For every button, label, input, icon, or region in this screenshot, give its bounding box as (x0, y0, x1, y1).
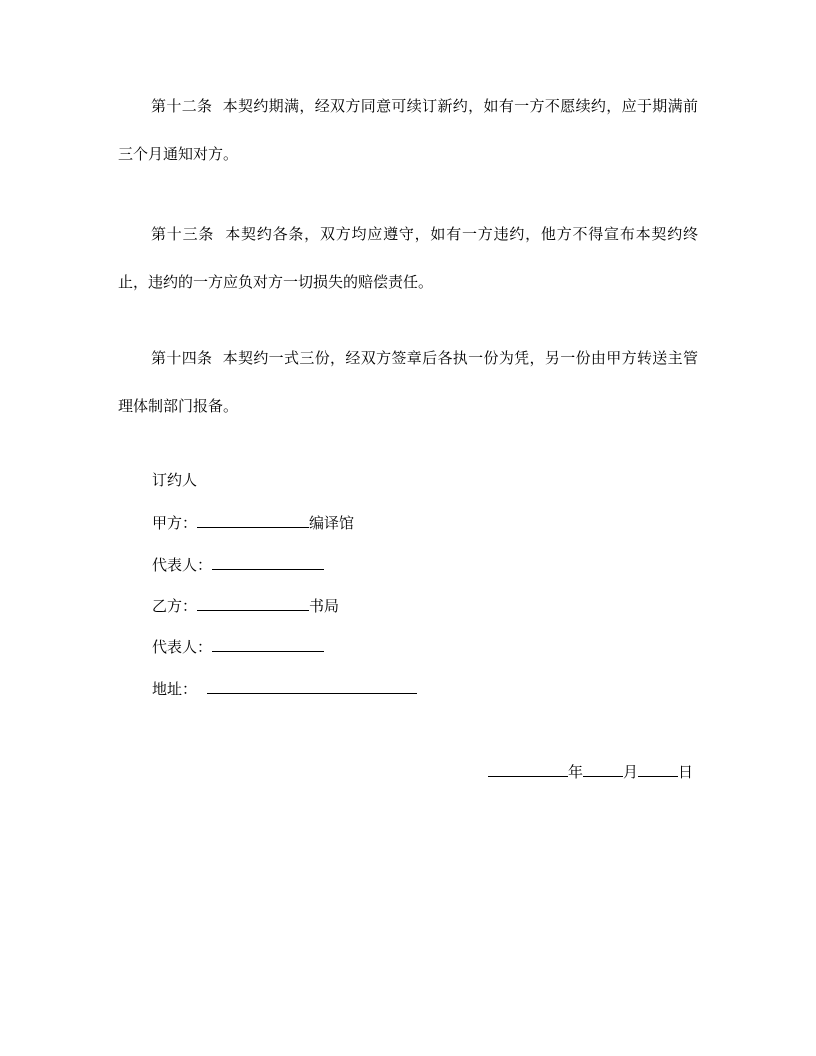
party-b-blank (197, 594, 309, 611)
rep-a-blank (212, 553, 324, 570)
clause-text: 本契约一式三份，经双方签章后各执一份为凭，另一份由甲方转送主管理体制部门报备。 (118, 349, 698, 415)
party-a-line (152, 511, 354, 535)
signatories-heading: 订约人 (152, 471, 198, 489)
party-a-label: 甲方： (152, 514, 198, 532)
day-blank (638, 760, 678, 777)
year-blank (488, 760, 568, 777)
clause-text: 本契约期满，经双方同意可续订新约，如有一方不愿续约，应于期满前三个月通知对方。 (118, 97, 698, 163)
rep-a-line (152, 553, 324, 577)
clause-12 (118, 82, 698, 178)
party-a-blank (197, 511, 309, 528)
year-label: 年 (568, 763, 584, 781)
address-blank (207, 677, 417, 694)
party-b-suffix: 书局 (309, 597, 340, 615)
address-label: 地址： (152, 680, 198, 698)
address-line (152, 677, 417, 701)
clause-label: 第十二条 (151, 97, 213, 115)
rep-b-blank (212, 635, 324, 652)
day-label: 日 (678, 763, 694, 781)
party-b-label: 乙方： (152, 597, 198, 615)
clause-text: 本契约各条，双方均应遵守，如有一方违约，他方不得宣布本契约终止，违约的一方应负对方一切损失的赔偿责任。 (118, 225, 698, 291)
rep-b-line (152, 635, 324, 659)
rep-b-label: 代表人： (152, 638, 213, 656)
rep-a-label: 代表人： (152, 556, 213, 574)
clause-label: 第十四条 (151, 349, 213, 367)
month-blank (583, 760, 623, 777)
party-a-suffix: 编译馆 (309, 514, 355, 532)
month-label: 月 (623, 763, 639, 781)
party-b-line (152, 594, 339, 618)
date-line (488, 760, 693, 784)
clause-14 (118, 334, 698, 430)
clause-label: 第十三条 (151, 225, 215, 243)
clause-13 (118, 210, 698, 306)
